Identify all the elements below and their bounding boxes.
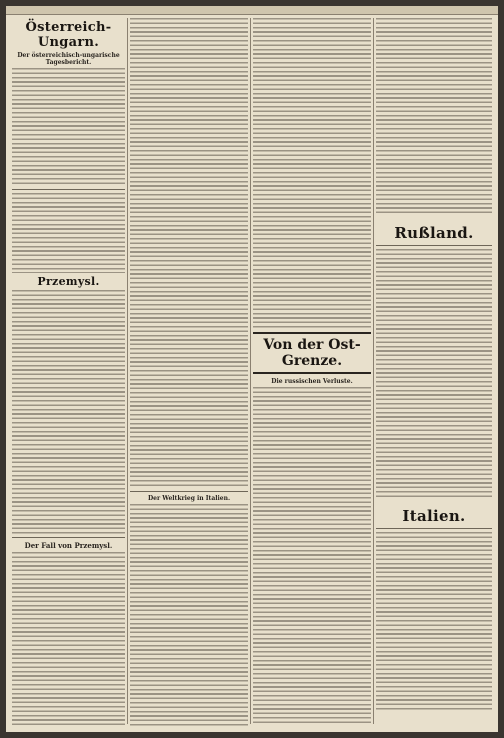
- section-subtitle: Der österreichisch-ungarische Tagesbericht.: [17, 52, 120, 66]
- article-text: [253, 387, 371, 726]
- divider: [376, 245, 492, 246]
- article-text: [130, 504, 248, 726]
- column-4: [376, 18, 492, 726]
- section-title-war-italy: Der Weltkrieg in Italien.: [147, 495, 231, 502]
- divider: [12, 189, 125, 190]
- column-3: [253, 18, 371, 726]
- article-text: [376, 249, 492, 499]
- banner-title-east-border: Von der Ost-Grenze.: [263, 337, 361, 369]
- article-text: [12, 193, 125, 273]
- page-header-strip: [6, 6, 498, 15]
- section-title-fall-przemysl: Der Fall von Przemysl.: [24, 541, 113, 550]
- column-1: [12, 18, 125, 726]
- divider: [12, 537, 125, 538]
- banner: [253, 332, 371, 374]
- article-text: [253, 18, 371, 328]
- article-text: [12, 552, 125, 726]
- divider: [376, 528, 492, 529]
- article-text: [376, 18, 492, 214]
- article-text: [12, 68, 125, 186]
- column-rule-3: [373, 18, 374, 724]
- section-title-russia: Rußland.: [394, 224, 474, 242]
- article-text: [12, 290, 125, 534]
- divider: [130, 491, 248, 492]
- section-title-austria-hungary: Österreich-Ungarn.: [25, 20, 112, 50]
- article-text: [376, 532, 492, 712]
- section-title-przemysl: Przemysl.: [37, 275, 100, 288]
- newspaper-page: [6, 6, 498, 732]
- section-title-russian-losses: Die russischen Verluste.: [271, 378, 353, 385]
- article-text: [130, 18, 248, 488]
- column-rule-1: [127, 18, 128, 724]
- column-2: [130, 18, 248, 726]
- column-rule-2: [250, 18, 251, 724]
- section-title-italy: Italien.: [402, 507, 466, 525]
